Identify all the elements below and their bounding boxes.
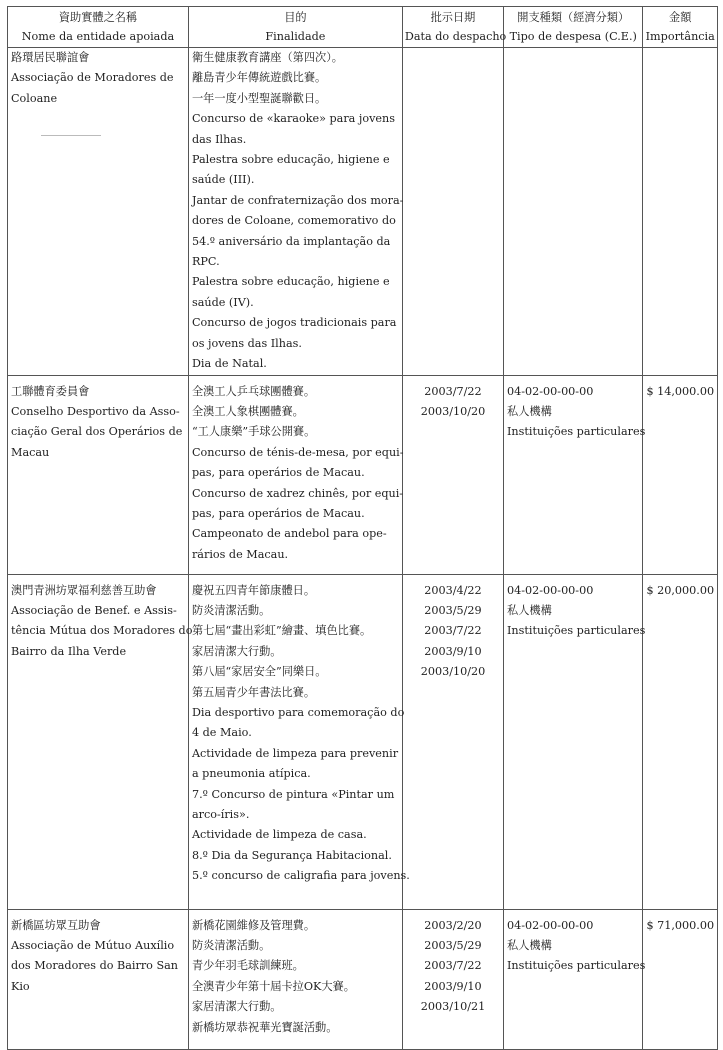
date-cell [402, 48, 503, 376]
purpose-line: rários de Macau. [191, 547, 289, 561]
table-row [8, 909, 718, 1049]
purpose-line: Concurso de ténis-de-mesa, por equi- [191, 445, 404, 459]
entity-line: 路環居民聯誼會 [11, 51, 90, 64]
header-entity-pt: Nome da entidade apoiada [21, 30, 175, 43]
purpose-line: 新橋花園維修及管理費。 [191, 918, 316, 932]
type-pt: Instituições particulares [507, 959, 646, 973]
type-pt: Instituições particulares [507, 425, 646, 439]
purpose-line: 54.º aniversário da implantação da [191, 234, 391, 248]
purpose-line: 青少年羽毛球訓練班。 [191, 959, 304, 973]
purpose-line: Concurso de «karaoke» para jovens [191, 112, 395, 126]
amount-value: $ 71,000.00 [646, 918, 715, 932]
table-row [8, 48, 718, 376]
header-entity-zh: 資助實體之名稱 [58, 11, 138, 24]
purpose-line: 全澳青少年第十屆卡拉OK大賽。 [191, 979, 355, 993]
purpose-line: Dia de Natal. [191, 357, 267, 371]
subsidy-table [7, 6, 718, 1050]
date-line: 2003/9/10 [424, 979, 482, 993]
entity-line: Macau [11, 445, 50, 459]
entity-line: 新橋區坊眾互助會 [11, 918, 101, 932]
purpose-line: 4 de Maio. [191, 726, 252, 740]
entity-line: Kio [11, 979, 30, 993]
date-cell [402, 909, 503, 1049]
entity-line: Associação de Benef. e Assis- [11, 603, 177, 617]
purpose-line: Dia desportivo para comemoração do [191, 705, 405, 719]
date-line: 2003/5/29 [424, 603, 482, 617]
date-line: 2003/7/22 [424, 624, 482, 638]
date-cell [402, 574, 503, 909]
purpose-line: 防炎清潔活動。 [191, 938, 271, 952]
entity-cell [8, 48, 189, 376]
purpose-line: saúde (IV). [191, 295, 254, 309]
amount-cell [643, 909, 718, 1049]
amount-cell [643, 574, 718, 909]
type-code: 04-02-00-00-00 [507, 583, 594, 597]
entity-line: Associação de Mútuo Auxílio [11, 938, 175, 952]
header-purpose-pt: Finalidade [265, 30, 326, 43]
header-type-pt: Tipo de despesa (C.E.) [509, 30, 637, 43]
purpose-line: 離島青少年傳統遊戲比賽。 [191, 71, 327, 85]
purpose-line: 全澳工人乒乓球團體賽。 [191, 384, 316, 398]
table-row [8, 375, 718, 574]
header-purpose-zh: 目的 [284, 11, 307, 24]
type-cell [504, 909, 646, 1049]
purpose-line: saúde (III). [191, 173, 255, 187]
header-entity [8, 7, 189, 48]
entity-cell [8, 375, 189, 574]
amount-cell [643, 48, 718, 376]
amount-cell [643, 375, 718, 574]
amount-value: $ 14,000.00 [646, 384, 715, 398]
entity-line: ciação Geral dos Operários de [11, 425, 183, 439]
purpose-line: 第七屆“畫出彩虹”繪畫、填色比賽。 [191, 624, 372, 638]
date-cell [402, 375, 503, 574]
purpose-line: 7.º Concurso de pintura «Pintar um [191, 787, 395, 801]
purpose-line: Concurso de jogos tradicionais para [191, 316, 397, 330]
purpose-line: 新橋坊眾恭祝華光寶誕活動。 [191, 1020, 338, 1034]
purpose-line: 家居清潔大行動。 [191, 1000, 282, 1014]
purpose-cell [188, 48, 402, 376]
type-zh: 私人機構 [507, 404, 552, 418]
header-date [402, 7, 507, 48]
entity-line: Associação de Moradores de [11, 71, 174, 85]
header-amount [643, 7, 718, 48]
header-purpose [188, 7, 402, 48]
entity-line: 澳門青洲坊眾福利慈善互助會 [11, 583, 157, 597]
purpose-line: 第八屆“家居安全”同樂日。 [191, 665, 327, 679]
date-line: 2003/7/22 [424, 384, 482, 398]
amount-value: $ 20,000.00 [646, 583, 715, 597]
purpose-line: Campeonato de andebol para ope- [191, 527, 387, 541]
header-date-pt: Data do despacho [404, 30, 507, 43]
entity-line: Conselho Desportivo da Asso- [11, 404, 180, 418]
purpose-cell [188, 909, 402, 1049]
type-zh: 私人機構 [507, 603, 552, 617]
purpose-line: Jantar de confraternização dos mora- [191, 193, 404, 207]
type-zh: 私人機構 [507, 938, 552, 952]
purpose-line: Palestra sobre educação, higiene e [191, 153, 390, 167]
purpose-line: Actividade de limpeza de casa. [191, 828, 367, 842]
purpose-line: 全澳工人象棋團體賽。 [191, 404, 304, 418]
purpose-line: 5.º concurso de caligrafia para jovens. [191, 869, 410, 883]
header-type-zh: 開支種類（經濟分類） [517, 11, 630, 24]
purpose-line: pas, para operários de Macau. [191, 506, 365, 520]
date-line: 2003/4/22 [424, 583, 482, 597]
purpose-line: RPC. [191, 255, 220, 269]
purpose-line: 衛生健康教育講座（第四次）。 [191, 51, 343, 64]
table-row [8, 574, 718, 909]
type-cell [504, 375, 646, 574]
entity-line: Coloane [11, 91, 58, 105]
entity-line: 工聯體育委員會 [11, 384, 90, 398]
date-line: 2003/2/20 [424, 918, 482, 932]
entity-cell [8, 909, 189, 1049]
header-row [8, 7, 718, 48]
date-line: 2003/9/10 [424, 644, 482, 658]
entity-line: dos Moradores do Bairro San [11, 959, 179, 973]
purpose-line: a pneumonia atípica. [191, 767, 311, 781]
date-line: 2003/5/29 [424, 938, 482, 952]
header-date-zh: 批示日期 [430, 11, 476, 24]
entity-line: tência Mútua dos Moradores do [11, 624, 193, 638]
purpose-line: das Ilhas. [191, 132, 247, 146]
purpose-line: os jovens das Ilhas. [191, 336, 302, 350]
type-cell [504, 48, 643, 376]
header-type [504, 7, 643, 48]
purpose-line: Palestra sobre educação, higiene e [191, 275, 390, 289]
purpose-line: Concurso de xadrez chinês, por equi- [191, 486, 404, 500]
purpose-cell [188, 574, 410, 909]
date-line: 2003/10/20 [420, 665, 486, 679]
scan-mark [41, 135, 101, 136]
header-amount-pt: Importância [645, 30, 715, 43]
purpose-line: 第五屆青少年書法比賽。 [191, 685, 316, 699]
entity-line: Bairro da Ilha Verde [11, 644, 127, 658]
type-code: 04-02-00-00-00 [507, 918, 594, 932]
date-line: 2003/7/22 [424, 959, 482, 973]
type-pt: Instituições particulares [507, 624, 646, 638]
purpose-line: 防炎清潔活動。 [191, 603, 271, 617]
purpose-line: 一年一度小型聖誕聯歡日。 [191, 91, 327, 105]
purpose-line: pas, para operários de Macau. [191, 466, 365, 480]
purpose-line: “工人康樂”手球公開賽。 [191, 425, 316, 439]
entity-cell [8, 574, 193, 909]
purpose-line: 慶祝五四青年節康體日。 [191, 583, 316, 597]
purpose-line: arco-íris». [191, 807, 250, 821]
date-line: 2003/10/21 [420, 1000, 486, 1014]
type-cell [504, 574, 646, 909]
purpose-cell [188, 375, 402, 574]
header-amount-zh: 金額 [669, 11, 692, 24]
date-line: 2003/10/20 [420, 404, 486, 418]
purpose-line: 8.º Dia da Segurança Habitacional. [191, 848, 392, 862]
purpose-line: dores de Coloane, comemorativo do [191, 214, 396, 228]
purpose-line: Actividade de limpeza para prevenir [191, 746, 399, 760]
purpose-line: 家居清潔大行動。 [191, 644, 282, 658]
type-code: 04-02-00-00-00 [507, 384, 594, 398]
